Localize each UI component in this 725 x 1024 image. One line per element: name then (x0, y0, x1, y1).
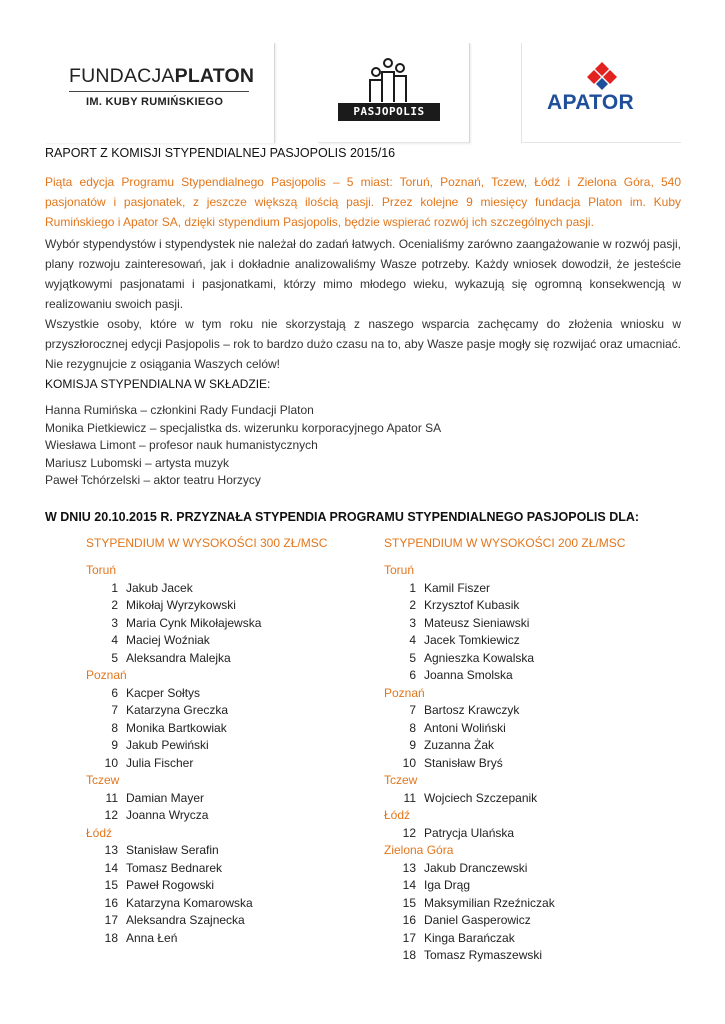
scholar-row (384, 737, 644, 755)
scholar-row (384, 702, 644, 720)
scholar-row (384, 720, 644, 738)
scholar-row (384, 615, 644, 633)
scholar-name: Daniel Gasperowicz (424, 913, 531, 927)
city-label: Tczew (384, 773, 418, 787)
scholar-row (86, 860, 346, 878)
scholarship-300-column (86, 536, 346, 947)
committee-member: Hanna Rumińska – członkini Rady Fundacji Platon (45, 403, 314, 417)
scholar-name: Kacper Sołtys (126, 685, 201, 700)
scholar-number: 1 (111, 580, 118, 595)
scholar-number: 17 (402, 930, 416, 945)
scholar-number: 12 (402, 825, 416, 840)
scholar-name: Katarzyna Greczka (126, 703, 229, 717)
city-label: Poznań (86, 668, 127, 682)
scholar-name: Tomasz Bednarek (126, 860, 223, 875)
scholar-number: 5 (409, 650, 416, 665)
selection-paragraph: Wybór stypendystów i stypendystek nie należał do zadań łatwych. Ocenialiśmy zarówno zaangażowanie w rozwój pasji, plany rozwoju zainteresowań, jak i dokładnie analizowaliśmy Wasze potrzeby. Każdy wniosek dowodził, że jesteście wyjątkowymi pasjonatami i pasjonatkami, którzy mimo młodego wieku, wykazują się ogromną konsekwencją w realizowaniu swoich pasji. (45, 237, 681, 311)
award-heading: W DNIU 20.10.2015 R. PRZYZNAŁA STYPENDIA PROGRAMU STYPENDIALNEGO PASJOPOLIS DLA: (45, 510, 640, 524)
scholar-number: 1 (409, 580, 416, 595)
scholar-row (384, 580, 644, 598)
scholar-name: Kamil Fiszer (424, 580, 491, 595)
scholar-row (86, 615, 346, 633)
scholar-row (86, 930, 346, 948)
scholarship-200-column (384, 536, 644, 965)
scholar-name: Agnieszka Kowalska (424, 650, 535, 665)
scholar-row (384, 860, 644, 878)
scholar-row (384, 650, 644, 668)
scholar-name: Krzysztof Kubasik (424, 598, 520, 612)
committee-member: Paweł Tchórzelski – aktor teatru Horzycy (45, 473, 261, 487)
scholar-number: 12 (104, 808, 118, 822)
scholar-row (86, 702, 346, 720)
scholar-name: Maksymilian Rzeźniczak (424, 895, 555, 910)
scholar-name: Jacek Tomkiewicz (424, 633, 520, 647)
scholar-name: Joanna Smolska (424, 668, 513, 682)
pasjopolis-logo (318, 43, 470, 143)
scholar-name: Kinga Barańczak (424, 930, 515, 945)
scholar-number: 16 (402, 913, 416, 927)
scholar-number: 10 (104, 755, 118, 770)
scholar-number: 10 (402, 755, 416, 770)
scholar-number: 14 (104, 860, 118, 875)
scholar-row (384, 755, 644, 773)
scholar-row (86, 720, 346, 738)
column-heading: STYPENDIUM W WYSOKOŚCI 200 ZŁ/MSC (384, 536, 626, 550)
scholar-number: 13 (402, 860, 416, 875)
committee-list (45, 402, 441, 490)
committee-heading: KOMISJA STYPENDIALNA W SKŁADZIE: (45, 377, 271, 391)
scholar-number: 11 (105, 790, 118, 805)
scholar-number: 3 (409, 615, 416, 630)
scholar-name: Maria Cynk Mikołajewska (126, 615, 262, 630)
scholar-name: Aleksandra Szajnecka (126, 913, 245, 927)
apator-diamond-icon (585, 62, 619, 90)
scholar-number: 6 (111, 685, 118, 700)
committee-member: Mariusz Lubomski – artysta muzyk (45, 455, 230, 470)
scholar-number: 8 (111, 720, 118, 735)
scholar-name: Stanisław Bryś (424, 755, 503, 770)
scholar-number: 8 (409, 720, 416, 735)
city-label: Toruń (384, 563, 415, 577)
scholar-name: Anna Łeń (126, 930, 178, 945)
scholar-row (384, 912, 644, 930)
scholar-number: 14 (402, 878, 416, 892)
scholar-name: Jakub Dranczewski (424, 860, 528, 875)
scholar-row (384, 947, 644, 965)
pasjopolis-figures-icon (366, 58, 414, 104)
scholar-row (86, 685, 346, 703)
city-label: Łódź (86, 825, 113, 840)
platon-logo-wordmark: FUNDACJAPLATON (69, 65, 255, 87)
scholar-row (384, 895, 644, 913)
scholar-number: 6 (409, 668, 416, 682)
scholar-name: Mateusz Sieniawski (424, 615, 530, 630)
scholar-name: Paweł Rogowski (126, 878, 215, 892)
scholar-row (384, 597, 644, 615)
platon-logo-subtitle: IM. KUBY RUMIŃSKIEGO (86, 96, 224, 108)
scholar-number: 5 (111, 650, 118, 665)
scholar-row (384, 790, 644, 808)
scholar-number: 2 (409, 598, 416, 612)
scholar-row (86, 650, 346, 668)
scholar-number: 11 (403, 790, 416, 805)
report-title: RAPORT Z KOMISJI STYPENDIALNEJ PASJOPOLIS 2015/16 (45, 146, 396, 160)
scholar-name: Jakub Jacek (126, 580, 193, 595)
scholar-row (86, 597, 346, 615)
scholar-row (384, 825, 644, 843)
scholar-name: Antoni Woliński (424, 720, 506, 735)
scholar-name: Wojciech Szczepanik (424, 790, 538, 805)
scholar-name: Iga Drąg (424, 878, 471, 892)
scholar-number: 18 (104, 930, 118, 945)
scholar-name: Jakub Pewiński (126, 738, 209, 752)
scholar-name: Maciej Woźniak (126, 633, 210, 647)
scholar-name: Monika Bartkowiak (126, 720, 227, 735)
scholar-name: Mikołaj Wyrzykowski (126, 598, 236, 612)
fundacja-platon-logo (45, 43, 275, 143)
scholar-name: Tomasz Rymaszewski (424, 948, 543, 962)
scholar-row (86, 790, 346, 808)
scholar-row (86, 580, 346, 598)
scholar-name: Zuzanna Żak (424, 738, 495, 752)
city-label: Poznań (384, 685, 425, 700)
scholar-name: Patrycja Ulańska (424, 825, 515, 840)
city-label: Tczew (86, 773, 120, 787)
committee-member: Wiesława Limont – profesor nauk humanistycznych (45, 438, 318, 452)
scholar-name: Stanisław Serafin (126, 843, 219, 857)
apator-logo-text: APATOR (547, 91, 634, 114)
intro-paragraph: Piąta edycja Programu Stypendialnego Pasjopolis – 5 miast: Toruń, Poznań, Tczew, Łódź i Zielona Góra, 540 pasjonatów i pasjonatek, z jeszcze większą ilością pasji. Przez kolejne 9 miesięcy fundacja Platon im. Kuby Rumińskiego i Apator SA, dzięki stypendium Pasjopolis, będzie wspierać rozwój ich szczególnych pasji. (45, 175, 681, 229)
scholar-name: Julia Fischer (126, 755, 194, 770)
city-label: Zielona Góra (384, 843, 454, 857)
scholar-number: 7 (409, 703, 416, 717)
scholar-row (86, 895, 346, 913)
scholar-row (384, 632, 644, 650)
scholar-number: 9 (111, 738, 118, 752)
apator-logo (521, 43, 681, 143)
scholar-name: Joanna Wrycza (126, 808, 209, 822)
scholar-number: 17 (104, 913, 118, 927)
scholar-number: 7 (111, 703, 118, 717)
scholar-row (384, 930, 644, 948)
scholar-number: 16 (104, 895, 118, 910)
scholar-name: Aleksandra Malejka (126, 650, 231, 665)
scholar-row (86, 632, 346, 650)
encouragement-paragraph: Wszystkie osoby, które w tym roku nie skorzystają z naszego wsparcia zachęcamy do złożenia wniosku w przyszłorocznej edycji Pasjopolis – rok to bardzo dużo czasu na to, aby Wasze pasje mogły się rozwijać oraz umacniać. Nie rezygnujcie z osiągania Waszych celów! (45, 317, 681, 371)
scholar-row (86, 737, 346, 755)
scholar-number: 2 (111, 598, 118, 612)
scholar-name: Katarzyna Komarowska (126, 895, 253, 910)
scholar-number: 4 (111, 633, 118, 647)
scholar-row (86, 755, 346, 773)
scholar-row (384, 667, 644, 685)
pasjopolis-logo-text: PASJOPOLIS (338, 103, 440, 121)
scholar-row (86, 842, 346, 860)
scholar-row (384, 877, 644, 895)
scholar-row (86, 877, 346, 895)
scholar-row (86, 912, 346, 930)
platon-logo-rule (69, 91, 249, 92)
scholar-number: 9 (409, 738, 416, 752)
scholar-name: Damian Mayer (126, 790, 205, 805)
scholar-number: 15 (104, 878, 118, 892)
scholar-number: 15 (402, 895, 416, 910)
scholar-row (86, 807, 346, 825)
scholar-number: 4 (409, 633, 416, 647)
scholar-name: Bartosz Krawczyk (424, 703, 520, 717)
city-label: Toruń (86, 563, 117, 577)
scholar-number: 18 (402, 948, 416, 962)
scholar-number: 3 (111, 615, 118, 630)
scholar-number: 13 (104, 843, 118, 857)
column-heading: STYPENDIUM W WYSOKOŚCI 300 ZŁ/MSC (86, 536, 328, 550)
city-label: Łódź (384, 808, 411, 822)
committee-member: Monika Pietkiewicz – specjalistka ds. wizerunku korporacyjnego Apator SA (45, 420, 442, 435)
